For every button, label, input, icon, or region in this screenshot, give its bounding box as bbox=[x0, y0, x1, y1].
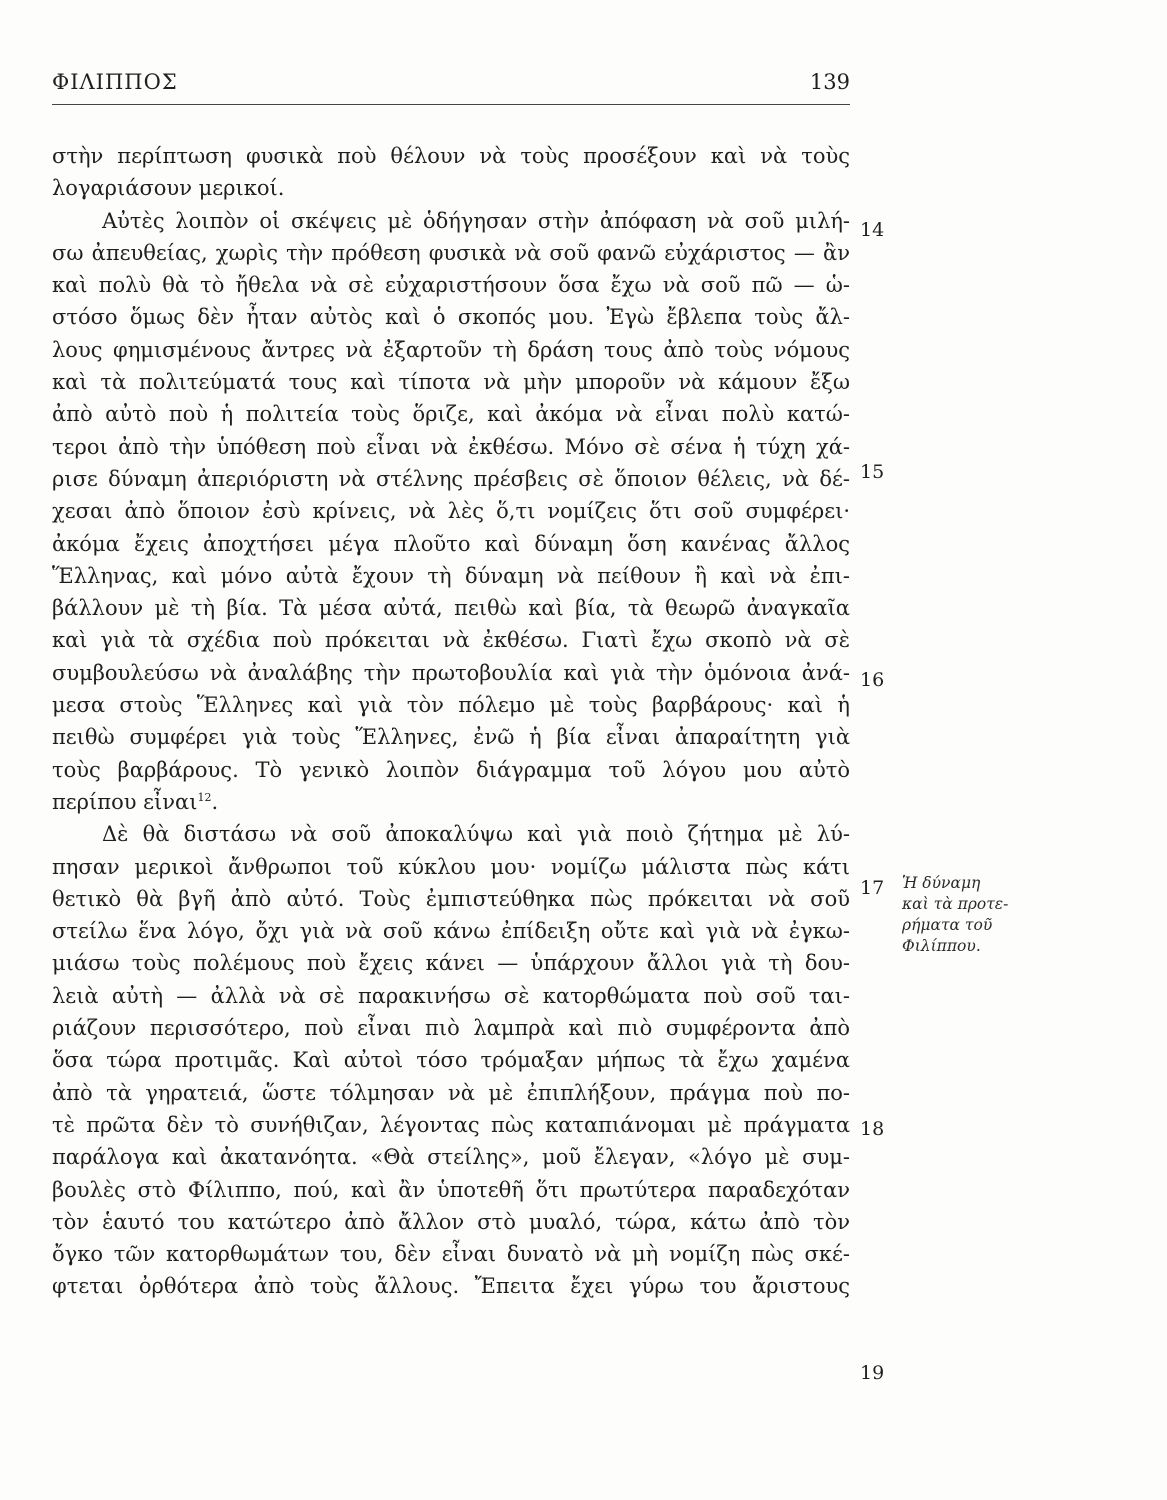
text-line: βάλλουν μὲ τὴ βία. Τὰ μέσα αὐτά, πειθὼ καὶ βία, τὰ θεωρῶ ἀναγκαῖα bbox=[52, 596, 850, 621]
text-line: μιάσω τοὺς πολέμους ποὺ ἔχεις κάνει — ὑπάρχουν ἄλλοι γιὰ τὴ δου- bbox=[52, 951, 850, 976]
text-line: τεροι ἀπὸ τὴν ὑπόθεση ποὺ εἶναι νὰ ἐκθέσω. Μόνο σὲ σένα ἡ τύχη χά- bbox=[52, 434, 850, 459]
text-line: στείλω ἕνα λόγο, ὄχι γιὰ νὰ σοῦ κάνω ἐπίδειξη οὔτε καὶ γιὰ νὰ ἐγκω- bbox=[52, 919, 850, 944]
text-line: καὶ τὰ πολιτεύματά τους καὶ τίποτα νὰ μὴν μποροῦν νὰ κάμουν ἔξω bbox=[52, 370, 850, 395]
text-line: ὄγκο τῶν κατορθωμάτων του, δὲν εἶναι δυνατὸ νὰ μὴ νομίζη πὼς σκέ- bbox=[52, 1242, 850, 1267]
text-line: καὶ γιὰ τὰ σχέδια ποὺ πρόκειται νὰ ἐκθέσω. Γιατὶ ἔχω σκοπὸ νὰ σὲ bbox=[52, 628, 850, 653]
section-number: 14 bbox=[860, 219, 885, 241]
text-line: λειὰ αὐτὴ — ἀλλὰ νὰ σὲ παρακινήσω σὲ κατορθώματα ποὺ σοῦ ται- bbox=[52, 983, 850, 1008]
text-line: Δὲ θὰ διστάσω νὰ σοῦ ἀποκαλύψω καὶ γιὰ ποιὸ ζήτημα μὲ λύ- bbox=[102, 822, 850, 847]
text-line: ὅσα τώρα προτιμᾶς. Καὶ αὐτοὶ τόσο τρόμαξαν μήπως τὰ ἔχω χαμένα bbox=[52, 1048, 850, 1073]
text-line: ἀπὸ τὰ γηρατειά, ὥστε τόλμησαν νὰ μὲ ἐπιπλήξουν, πράγμα ποὺ πο- bbox=[52, 1080, 850, 1105]
text-line: πειθὼ συμφέρει γιὰ τοὺς Ἕλληνες, ἐνῶ ἡ βία εἶναι ἀπαραίτητη γιὰ bbox=[52, 725, 850, 750]
margin-note-line: ρήματα τοῦ bbox=[902, 916, 993, 934]
page-number: 139 bbox=[809, 70, 850, 94]
margin-note-line: Ἡ δύναμη bbox=[902, 874, 981, 892]
text-line: ριάζουν περισσότερο, ποὺ εἶναι πιὸ λαμπρὰ καὶ πιὸ συμφέροντα ἀπὸ bbox=[52, 1016, 850, 1041]
text-line: στόσο ὅμως δὲν ἦταν αὐτὸς καὶ ὁ σκοπός μου. Ἐγὼ ἔβλεπα τοὺς ἄλ- bbox=[52, 305, 850, 330]
text-line: λογαριάσουν μερικοί. bbox=[52, 176, 285, 201]
footnote-reference: 12 bbox=[197, 790, 212, 804]
text-line: τὸν ἑαυτό του κατώτερο ἀπὸ ἄλλον στὸ μυαλό, τώρα, κάτω ἀπὸ τὸν bbox=[52, 1209, 850, 1234]
text-line: καὶ πολὺ θὰ τὸ ἤθελα νὰ σὲ εὐχαριστήσουν ὅσα ἔχω νὰ σοῦ πῶ — ὡ- bbox=[52, 273, 850, 298]
section-number: 16 bbox=[860, 669, 885, 691]
text-line: ἀκόμα ἔχεις ἀποχτήσει μέγα πλοῦτο καὶ δύναμη ὅση κανένας ἄλλος bbox=[52, 531, 850, 556]
margin-note bbox=[902, 873, 1052, 957]
text-line: πησαν μερικοὶ ἄνθρωποι τοῦ κύκλου μου· νομίζω μάλιστα πὼς κάτι bbox=[52, 854, 850, 879]
text-line: Αὐτὲς λοιπὸν οἱ σκέψεις μὲ ὁδήγησαν στὴν ἀπόφαση νὰ σοῦ μιλή- bbox=[102, 208, 850, 233]
footnote-punctuation: . bbox=[211, 789, 219, 814]
running-title: ΦΙΛΙΠΠΟΣ bbox=[52, 70, 178, 94]
text-line: παράλογα καὶ ἀκατανόητα. «Θὰ στείλης», μοῦ ἔλεγαν, «λόγο μὲ συμ- bbox=[52, 1145, 850, 1170]
section-number: 17 bbox=[860, 877, 885, 899]
margin-note-line: Φιλίππου. bbox=[902, 937, 981, 955]
text-line: περίπου εἶναι bbox=[52, 789, 198, 814]
text-line: τοὺς βαρβάρους. Τὸ γενικὸ λοιπὸν διάγραμμα τοῦ λόγου μου αὐτὸ bbox=[52, 757, 850, 782]
text-line: μεσα στοὺς Ἕλληνες καὶ γιὰ τὸν πόλεμο μὲ τοὺς βαρβάρους· καὶ ἡ bbox=[52, 693, 850, 718]
section-number: 15 bbox=[860, 461, 885, 483]
section-number: 19 bbox=[860, 1362, 885, 1384]
text-line: ρισε δύναμη ἀπεριόριστη νὰ στέλνης πρέσβεις σὲ ὅποιον θέλεις, νὰ δέ- bbox=[52, 466, 850, 491]
text-line: φτεται ὀρθότερα ἀπὸ τοὺς ἄλλους. Ἔπειτα ἔχει γύρω του ἄριστους bbox=[52, 1274, 850, 1299]
text-line: σω ἀπευθείας, χωρὶς τὴν πρόθεση φυσικὰ νὰ σοῦ φανῶ εὐχάριστος — ἂν bbox=[52, 240, 850, 265]
running-header bbox=[52, 70, 850, 105]
body-text bbox=[52, 140, 850, 1303]
text-line: Ἕλληνας, καὶ μόνο αὐτὰ ἔχουν τὴ δύναμη νὰ πείθουν ἢ καὶ νὰ ἐπι- bbox=[52, 563, 850, 588]
text-line: τὲ πρῶτα δὲν τὸ συνήθιζαν, λέγοντας πὼς καταπιάνομαι μὲ πράγματα bbox=[52, 1112, 850, 1137]
text-line: ἀπὸ αὐτὸ ποὺ ἡ πολιτεία τοὺς ὅριζε, καὶ ἀκόμα νὰ εἶναι πολὺ κατώ- bbox=[52, 402, 850, 427]
margin-note-line: καὶ τὰ προτε- bbox=[902, 895, 1009, 913]
section-number: 18 bbox=[860, 1118, 885, 1140]
text-line: συμβουλεύσω νὰ ἀναλάβης τὴν πρωτοβουλία καὶ γιὰ τὴν ὁμόνοια ἀνά- bbox=[52, 660, 850, 685]
text-line: θετικὸ θὰ βγῆ ἀπὸ αὐτό. Τοὺς ἐμπιστεύθηκα πὼς πρόκειται νὰ σοῦ bbox=[52, 886, 850, 911]
text-line-with-footnote bbox=[52, 786, 850, 818]
text-line: βουλὲς στὸ Φίλιππο, πού, καὶ ἂν ὑποτεθῆ ὅτι πρωτύτερα παραδεχόταν bbox=[52, 1177, 850, 1202]
text-line: στὴν περίπτωση φυσικὰ ποὺ θέλουν νὰ τοὺς προσέξουν καὶ νὰ τοὺς bbox=[52, 144, 850, 168]
text-line: λους φημισμένους ἄντρες νὰ ἐξαρτοῦν τὴ δράση τους ἀπὸ τοὺς νόμους bbox=[52, 337, 850, 362]
text-line: χεσαι ἀπὸ ὅποιον ἐσὺ κρίνεις, νὰ λὲς ὅ,τι νομίζεις ὅτι σοῦ συμφέρει· bbox=[52, 499, 850, 524]
